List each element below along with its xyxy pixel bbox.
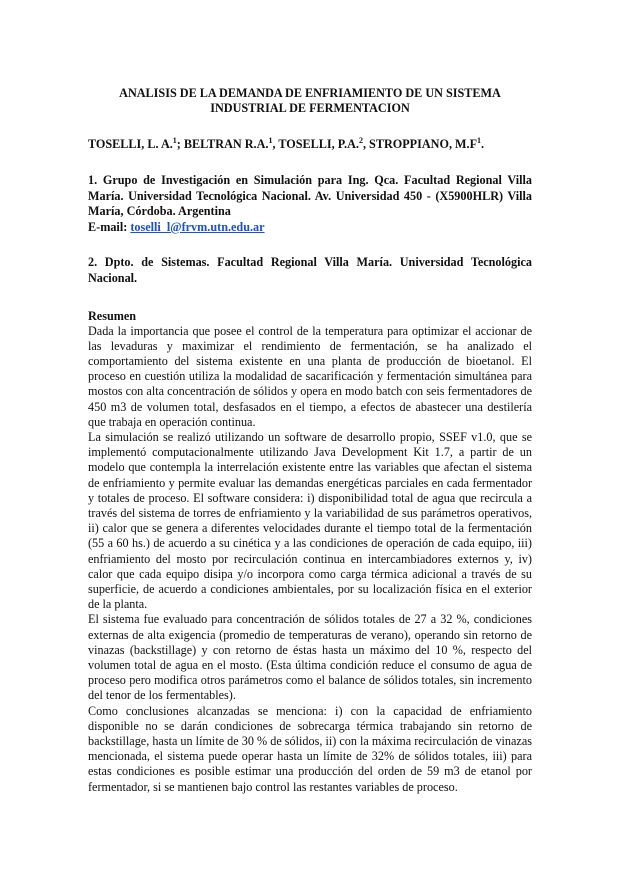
affiliation-1 [88, 173, 532, 235]
author-affiliation-mark: 1 [172, 135, 177, 145]
abstract-paragraph: Como conclusiones alcanzadas se menciona: i) con la capacidad de enfriamiento disponible no se darán condiciones de sobrecarga térmica trabajando sin retorno de backstillage, hasta un límite de 30 % de sólidos, ii) con la máxima recirculación de vinazas mencionada, el sistema puede operar hasta un límite de 32% de sólidos totales, iii) para estas condiciones es posible estimar una producción del orden de 59 m3 de etanol por fermentador, si se mantienen bajo control las restantes variables de proceso. [88, 703, 532, 794]
affiliation-2 [88, 255, 532, 286]
email-link[interactable]: toselli_l@frvm.utn.edu.ar [130, 219, 265, 234]
author-list [88, 137, 532, 152]
abstract-paragraph: La simulación se realizó utilizando un software de desarrollo propio, SSEF v1.0, que se implementó computacionalmente utilizando Java Development Kit 1.7, a partir de un modelo que contempla la interrelación existente entre las variables que afectan el sistema de enfriamiento y permite evaluar las demandas energéticas parciales en cada fermentador y totales de proceso. El software considera: i) disponibilidad total de agua que recircula a través del sistema de torres de enfriamiento y la variabilidad de sus parámetros operativos, ii) calor que se genera a diferentes velocidades durante el tiempo total de la fermentación (55 a 60 hs.) de acuerdo a su cinética y a las condiciones de operación de cada equipo, iii) enfriamiento del mosto por recirculación continua en intercambiadores externos y, iv) calor que cada equipo disipa y/o incorpora como carga térmica adicional a través de su superficie, de acuerdo a condiciones ambientales, por su localización física en el exterior de la planta. [88, 429, 532, 612]
paper-title [88, 86, 532, 116]
author-separator: ; [176, 137, 184, 151]
abstract-paragraph: Dada la importancia que posee el control de la temperatura para optimizar el accionar de las levaduras y maximizar el rendimiento de fermentación, se ha analizado el comportamiento del sistema existente en una planta de producción de bioetanol. El proceso en cuestión utiliza la modalidad de sacarificación y fermentación simultánea para mostos con alta concentración de sólidos y opera en modo batch con seis fermentadores de 450 m3 de volumen total, desfasados en el tiempo, a efectos de abastecer una destilería que trabaja en operación continua. [88, 323, 532, 429]
contact-email-line [88, 220, 532, 236]
title-line-2: INDUSTRIAL DE FERMENTACION [210, 101, 410, 115]
author-name: TOSELLI, P.A. [278, 137, 359, 151]
author-separator: . [481, 137, 485, 151]
abstract-paragraph: El sistema fue evaluado para concentración de sólidos totales de 27 a 32 %, condiciones externas de alta exigencia (promedio de temperaturas de verano), operando sin retorno de vinazas (backstillage) y con retorno de éstas hasta un máximo del 10 %, respecto del volumen total de agua en el mosto. (Esta última condición reduce el consumo de agua de proceso pero modifica otros parámetros como el balance de sólidos totales, sin incremento del tenor de los fermentables). [88, 612, 532, 703]
abstract-body [88, 324, 532, 795]
author-name: BELTRAN R.A. [183, 137, 269, 151]
author-name: TOSELLI, L. A. [88, 137, 173, 151]
author-affiliation-mark: 2 [358, 135, 363, 145]
author-separator: , [272, 137, 279, 151]
author-affiliation-mark: 1 [477, 135, 482, 145]
author-name: STROPPIANO, M.F [369, 137, 478, 151]
abstract-heading: Resumen [88, 308, 137, 323]
affiliation-1-text: 1. Grupo de Investigación en Simulación para Ing. Qca. Facultad Regional Villa María. Universidad Tecnológica Nacional. Av. Universidad 450 - (X5900HLR) Villa María, Córdoba. Argentina [88, 173, 532, 219]
author-separator: , [362, 137, 370, 151]
affiliation-2-text: 2. Dpto. de Sistemas. Facultad Regional Villa María. Universidad Tecnológica Nacional. [88, 255, 532, 285]
email-label: E-mail: [88, 219, 131, 234]
author-affiliation-mark: 1 [268, 135, 273, 145]
title-line-1: ANALISIS DE LA DEMANDA DE ENFRIAMIENTO DE UN SISTEMA [119, 86, 501, 100]
